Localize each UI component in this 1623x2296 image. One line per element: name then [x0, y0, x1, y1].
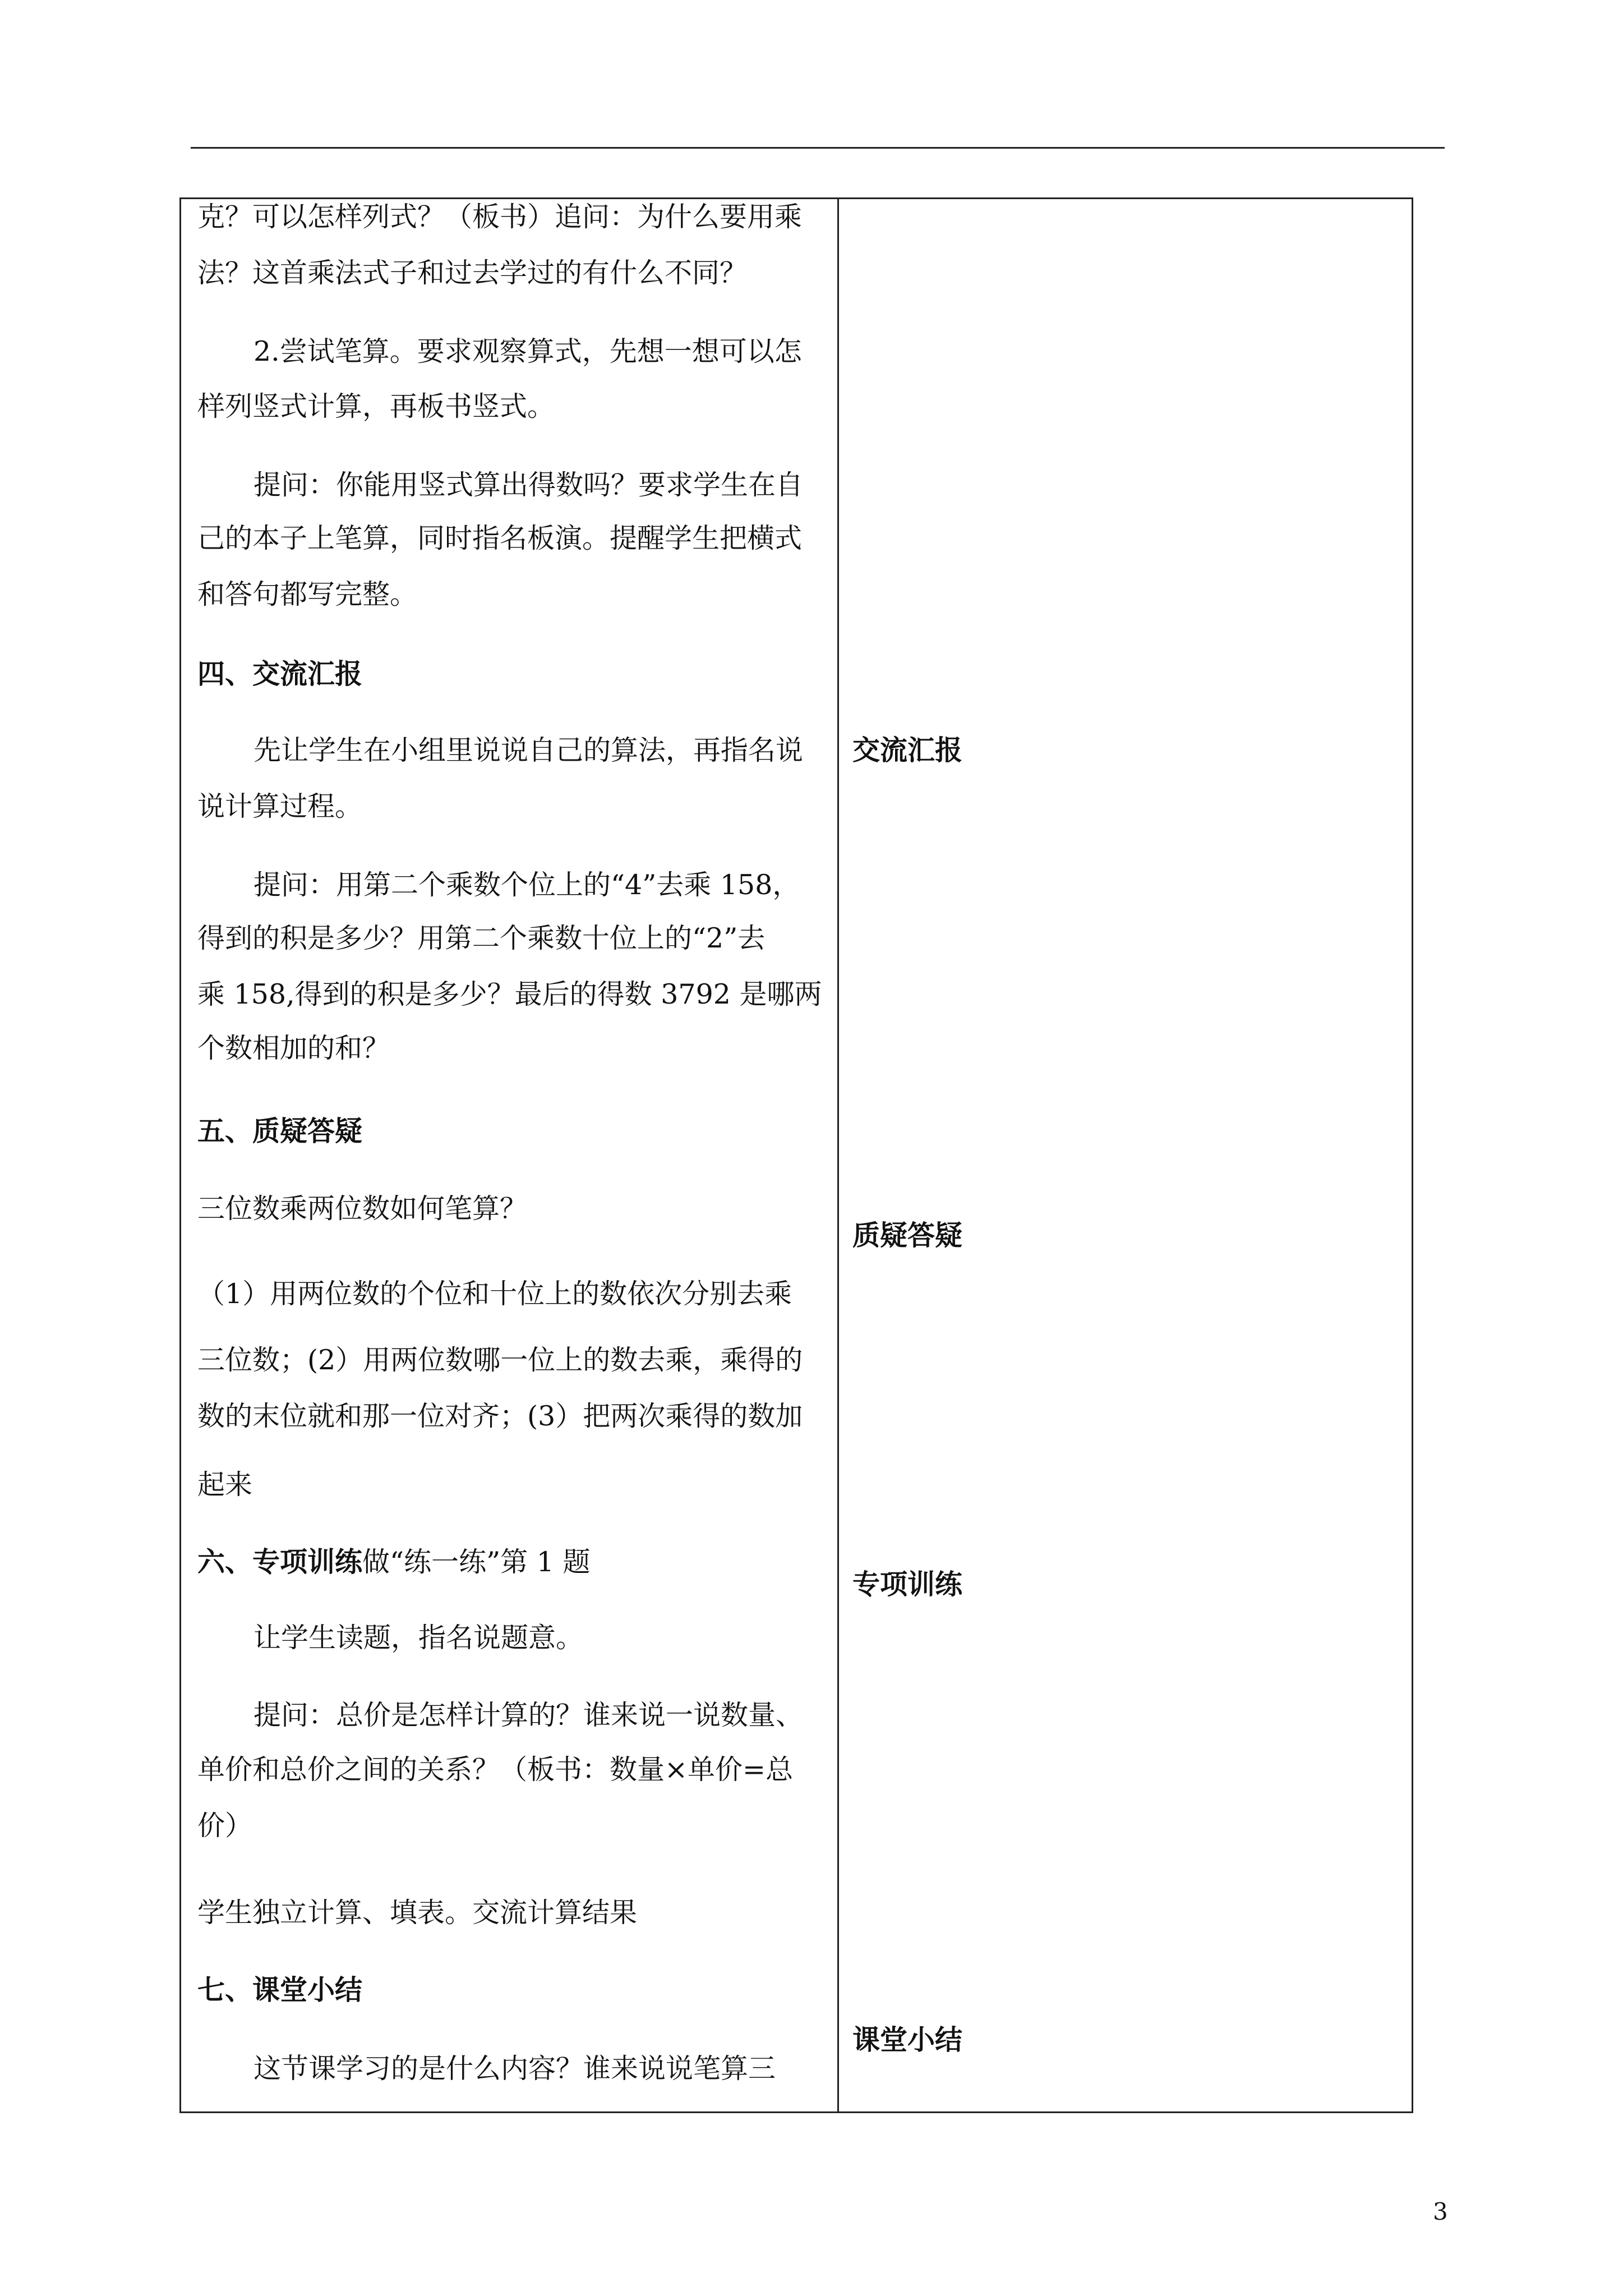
left-line: 克？可以怎样列式？（板书）追问：为什么要用乘 — [197, 201, 803, 233]
left-line: 说计算过程。 — [197, 790, 363, 822]
left-line: 己的本子上笔算，同时指名板演。提醒学生把横式 — [197, 522, 803, 554]
right-label: 专项训练 — [852, 1568, 963, 1600]
left-line: 个数相加的和？ — [197, 1032, 390, 1064]
left-line: 让学生读题，指名说题意。 — [253, 1622, 584, 1654]
left-line: 三位数乘两位数如何笔算？ — [197, 1193, 528, 1225]
left-line: 做“练一练”第 1 题 — [362, 1546, 591, 1578]
section-heading: 五、质疑答疑 — [197, 1115, 363, 1147]
left-line: 起来 — [197, 1469, 253, 1501]
left-line: 乘 158,得到的积是多少？最后的得数 3792 是哪两 — [197, 978, 822, 1010]
left-line: 学生独立计算、填表。交流计算结果 — [197, 1897, 638, 1929]
column-divider — [837, 197, 839, 2113]
left-line: 2.尝试笔算。要求观察算式，先想一想可以怎 — [253, 335, 802, 367]
left-line: 数的末位就和那一位对齐；(3）把两次乘得的数加 — [197, 1400, 803, 1432]
left-line: （1）用两位数的个位和十位上的数依次分别去乘 — [197, 1278, 792, 1310]
section-heading-line — [197, 1545, 591, 1578]
right-label: 课堂小结 — [852, 2023, 963, 2056]
left-line: 得到的积是多少？用第二个乘数十位上的“2”去 — [197, 922, 766, 954]
page-number: 3 — [1433, 2198, 1448, 2225]
section-heading: 七、课堂小结 — [197, 1973, 363, 2006]
section-heading: 六、专项训练 — [197, 1545, 363, 1578]
left-line: 法？这首乘法式子和过去学过的有什么不同？ — [197, 257, 748, 289]
left-line: 提问：总价是怎样计算的？谁来说一说数量、 — [253, 1699, 804, 1731]
left-line: 这节课学习的是什么内容？谁来说说笔算三 — [253, 2053, 776, 2085]
left-line: 单价和总价之间的关系？（板书：数量×单价=总 — [197, 1754, 794, 1786]
section-heading: 四、交流汇报 — [197, 657, 363, 690]
left-line: 价） — [197, 1810, 253, 1842]
right-label: 交流汇报 — [852, 734, 963, 766]
left-line: 提问：用第二个乘数个位上的“4”去乘 158， — [253, 869, 800, 901]
left-line: 先让学生在小组里说说自己的算法，再指名说 — [253, 734, 804, 766]
left-line: 提问：你能用竖式算出得数吗？要求学生在自 — [253, 469, 804, 501]
header-rule — [191, 147, 1445, 149]
left-line: 样列竖式计算，再板书竖式。 — [197, 390, 555, 422]
left-line: 三位数；(2）用两位数哪一位上的数去乘，乘得的 — [197, 1344, 803, 1376]
right-label: 质疑答疑 — [852, 1219, 963, 1251]
left-line: 和答句都写完整。 — [197, 578, 418, 610]
